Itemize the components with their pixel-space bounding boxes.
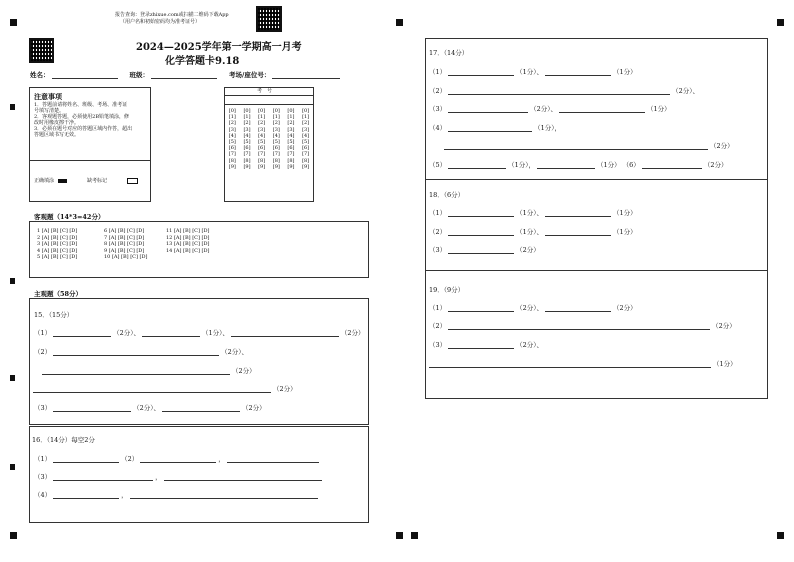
choice-row[interactable]: 14 [A] [B] [C] [D] (166, 247, 210, 254)
answer-blank[interactable] (545, 303, 611, 312)
report-line-1: 报告查询：登录zhixue.com或扫描二维码下载App (115, 12, 229, 18)
exam-digit-bubble[interactable]: [6] (287, 145, 295, 152)
correct-fill-label: 正确填涂 (34, 178, 55, 184)
answer-blank[interactable] (227, 454, 319, 463)
exam-digit-bubble[interactable]: [9] (258, 163, 266, 170)
position-mark (10, 464, 15, 470)
choice-row[interactable]: 8 [A] [B] [C] [D] (104, 241, 145, 248)
objective-column-1 (37, 228, 77, 261)
exam-digit-bubble[interactable]: [5] (302, 139, 310, 146)
choice-row[interactable]: 5 [A] [B] [C] [D] (37, 254, 78, 261)
correct-fill-icon (58, 179, 67, 183)
answer-blank[interactable] (53, 490, 119, 499)
exam-digit-bubble[interactable]: [8] (287, 157, 295, 164)
q18-title: 18．（6分） (429, 191, 465, 199)
q15-line-4: （2分） (33, 384, 297, 393)
objective-column-3 (166, 228, 209, 254)
exam-digit-bubble[interactable]: [6] (258, 145, 266, 152)
name-field[interactable] (52, 70, 118, 79)
answer-blank[interactable] (448, 303, 514, 312)
position-mark (10, 375, 15, 381)
answer-blank[interactable] (429, 359, 711, 368)
exam-digit-bubble[interactable]: [5] (243, 139, 251, 146)
exam-digit-bubble[interactable]: [4] (243, 132, 251, 139)
exam-digit-bubble[interactable]: [1] (302, 114, 310, 121)
answer-blank[interactable] (53, 472, 153, 481)
exam-digit-bubble[interactable]: [4] (258, 132, 266, 139)
name-label: 姓名： (30, 71, 50, 79)
q17-line-2: （2） （2分）、 (429, 87, 700, 95)
exam-digit-bubble[interactable]: [6] (272, 145, 280, 152)
exam-number-title: 考 号 (257, 88, 273, 94)
exam-digit-column (287, 108, 294, 170)
exam-digit-bubble[interactable]: [2] (258, 120, 266, 127)
class-label: 班级： (129, 71, 149, 79)
answer-blank[interactable] (130, 490, 318, 499)
notes-title: 注意事项 (34, 92, 62, 101)
answer-blank[interactable] (142, 328, 200, 337)
exam-digit-bubble[interactable]: [4] (272, 132, 280, 139)
missing-mark-checkbox[interactable] (127, 178, 138, 184)
position-mark (10, 19, 17, 26)
exam-digit-bubble[interactable]: [0] (287, 108, 295, 114)
exam-digit-bubble[interactable]: [3] (287, 126, 295, 133)
missing-mark-label: 缺考标记 (87, 178, 108, 184)
choice-row[interactable]: 9 [A] [B] [C] [D] (104, 247, 145, 254)
exam-digit-bubble[interactable]: [8] (258, 157, 266, 164)
exam-digit-bubble[interactable]: [0] (258, 108, 266, 114)
q19-line-1: （1） （2分）、 （2分） (429, 304, 637, 312)
q15-line-1: （1） （2分）、 （1分）、 （2分） (34, 329, 365, 337)
answer-blank[interactable] (448, 104, 528, 113)
q17-line-5: （2分） (444, 141, 734, 150)
choice-row[interactable]: 6 [A] [B] [C] [D] (104, 228, 145, 234)
q15-title: 15．（15分） (34, 311, 74, 319)
q19-line-4: （1分） (429, 359, 737, 368)
answer-blank[interactable] (448, 208, 514, 217)
choice-row[interactable]: 10 [A] [B] [C] [D] (104, 254, 148, 261)
position-mark (396, 19, 403, 26)
legend-row (34, 178, 138, 184)
room-label: 考场/座位号： (229, 71, 271, 79)
exam-digit-bubble[interactable]: [2] (228, 120, 236, 127)
answer-blank[interactable] (448, 86, 670, 95)
position-mark (10, 278, 15, 284)
subjective-title: 主观题（58分） (34, 290, 83, 298)
exam-digit-bubble[interactable]: [3] (243, 126, 251, 133)
exam-digit-bubble[interactable]: [1] (228, 114, 236, 121)
exam-digit-bubble[interactable]: [1] (287, 114, 295, 121)
exam-digit-bubble[interactable]: [3] (228, 126, 236, 133)
q15-line-2: （2） （2分）、 (34, 348, 249, 356)
choice-row[interactable]: 12 [A] [B] [C] [D] (166, 234, 210, 241)
exam-digit-bubble[interactable]: [5] (228, 139, 236, 146)
position-mark (10, 104, 15, 110)
answer-blank[interactable] (444, 141, 708, 150)
q18-box (425, 179, 768, 271)
exam-digit-bubble[interactable]: [8] (302, 157, 310, 164)
q17-line-4: （4） （1分）， (429, 124, 562, 132)
exam-digit-bubble[interactable]: [9] (287, 163, 295, 170)
answer-blank[interactable] (164, 472, 322, 481)
answer-blank[interactable] (545, 227, 611, 236)
exam-digit-bubble[interactable]: [0] (302, 108, 310, 114)
room-field[interactable] (272, 70, 340, 79)
exam-digit-bubble[interactable]: [8] (243, 157, 251, 164)
exam-digit-bubble[interactable]: [9] (302, 163, 310, 170)
answer-blank[interactable] (231, 328, 339, 337)
position-mark (396, 532, 403, 539)
choice-row[interactable]: 11 [A] [B] [C] [D] (166, 228, 210, 234)
exam-digit-bubble[interactable]: [3] (272, 126, 280, 133)
q15-line-5: （3） （2分）、 （2分） (34, 404, 266, 412)
answer-blank[interactable] (53, 403, 131, 412)
q15-line-3: （2分） (42, 366, 256, 375)
qr-code-icon (256, 6, 282, 32)
exam-digit-bubble[interactable]: [3] (302, 126, 310, 133)
answer-blank[interactable] (642, 160, 702, 169)
answer-blank[interactable] (53, 347, 219, 356)
choice-row[interactable]: 2 [A] [B] [C] [D] (37, 234, 78, 241)
exam-digit-bubble[interactable]: [8] (228, 157, 236, 164)
answer-blank[interactable] (140, 454, 216, 463)
answer-blank[interactable] (448, 245, 514, 254)
exam-digit-bubble[interactable]: [7] (258, 151, 266, 158)
q18-line-1: （1） （1分）、 （1分） (429, 209, 637, 217)
q19-line-2: （2） （2分） (429, 322, 736, 330)
exam-digit-bubble[interactable]: [2] (272, 120, 280, 127)
exam-digit-bubble[interactable]: [4] (228, 132, 236, 139)
student-info-row (30, 70, 340, 79)
answer-blank[interactable] (53, 328, 111, 337)
choice-row[interactable]: 4 [A] [B] [C] [D] (37, 247, 78, 254)
position-mark (10, 532, 17, 539)
answer-blank[interactable] (448, 123, 532, 132)
q18-line-2: （2） （1分）、 （1分） (429, 228, 637, 236)
answer-blank[interactable] (33, 384, 271, 393)
answer-blank[interactable] (42, 366, 230, 375)
exam-digit-column (273, 108, 280, 170)
choice-row[interactable]: 7 [A] [B] [C] [D] (104, 234, 145, 241)
choice-row[interactable]: 13 [A] [B] [C] [D] (166, 241, 210, 248)
exam-digit-bubble[interactable]: [9] (228, 163, 236, 170)
report-line-2: （用户名和初始密码均为准考证号） (120, 19, 201, 25)
exam-digit-bubble[interactable]: [2] (243, 120, 251, 127)
exam-digit-bubble[interactable]: [0] (272, 108, 280, 114)
q17-line-6: （5） （1分）， （1分） （6） （2分） (429, 161, 728, 169)
exam-digit-column (243, 108, 250, 170)
exam-number-columns (225, 108, 313, 170)
exam-digit-bubble[interactable]: [0] (228, 108, 236, 114)
exam-digit-bubble[interactable]: [7] (272, 151, 280, 158)
exam-digit-bubble[interactable]: [3] (258, 126, 266, 133)
exam-digit-bubble[interactable]: [4] (302, 132, 310, 139)
exam-digit-bubble[interactable]: [1] (272, 114, 280, 121)
answer-blank[interactable] (448, 160, 506, 169)
exam-digit-column (258, 108, 265, 170)
exam-digit-bubble[interactable]: [5] (258, 139, 266, 146)
exam-digit-bubble[interactable]: [6] (243, 145, 251, 152)
q18-line-3: （3） （2分） (429, 246, 540, 254)
q16-line-1: （1） （2） ， (34, 454, 319, 463)
exam-digit-bubble[interactable]: [0] (243, 108, 251, 114)
exam-digit-column (229, 108, 236, 170)
objective-title: 客观题（14*3=42分） (34, 213, 105, 221)
exam-digit-bubble[interactable]: [7] (243, 151, 251, 158)
exam-digit-bubble[interactable]: [7] (287, 151, 295, 158)
answer-blank[interactable] (448, 67, 514, 76)
objective-column-2 (104, 228, 147, 261)
answer-blank[interactable] (545, 208, 611, 217)
answer-blank[interactable] (448, 340, 514, 349)
q19-line-3: （3） （2分）、 (429, 341, 544, 349)
q19-title: 19．（9分） (429, 286, 465, 294)
answer-blank[interactable] (448, 321, 710, 330)
answer-blank[interactable] (53, 454, 119, 463)
q17-title: 17．（14分） (429, 49, 469, 57)
answer-blank[interactable] (545, 67, 611, 76)
q16-line-2: （3） ， (34, 472, 322, 481)
answer-blank[interactable] (537, 160, 595, 169)
exam-digit-bubble[interactable]: [5] (287, 139, 295, 146)
exam-digit-bubble[interactable]: [8] (272, 157, 280, 164)
position-mark (411, 532, 418, 539)
q17-line-1: （1） （1分）、 （1分） (429, 68, 637, 76)
q16-title: 16．（14分）每空2分 (32, 436, 95, 444)
exam-digit-bubble[interactable]: [7] (228, 151, 236, 158)
exam-digit-bubble[interactable]: [2] (287, 120, 295, 127)
exam-digit-bubble[interactable]: [7] (302, 151, 310, 158)
exam-digit-bubble[interactable]: [2] (302, 120, 310, 127)
q19-box (425, 270, 768, 399)
notes-text: 1．答题前请将姓名、班级、考场、准考证 号填写清楚。 2．客观题答题，必须使用2B铅笔填涂，修 改时用橡皮擦干净。 3．必须在题号对应的答题区域内作答，超出 答题区域书写无效。 (34, 102, 133, 138)
exam-digit-column (302, 108, 309, 170)
q16-line-3: （4） ， (34, 490, 318, 499)
exam-digit-bubble[interactable]: [6] (302, 145, 310, 152)
qr-code-icon (29, 38, 54, 63)
class-field[interactable] (151, 70, 217, 79)
answer-blank[interactable] (162, 403, 240, 412)
exam-digit-bubble[interactable]: [1] (258, 114, 266, 121)
exam-digit-bubble[interactable]: [1] (243, 114, 251, 121)
choice-row[interactable]: 3 [A] [B] [C] [D] (37, 241, 78, 248)
choice-row[interactable]: 1 [A] [B] [C] [D] (37, 228, 78, 234)
exam-digit-bubble[interactable]: [5] (272, 139, 280, 146)
position-mark (777, 19, 784, 26)
page-subtitle: 化学答题卡9.18 (165, 56, 240, 67)
exam-digit-bubble[interactable]: [9] (243, 163, 251, 170)
exam-digit-bubble[interactable]: [4] (287, 132, 295, 139)
page-title: 2024—2025学年第一学期高一月考 (136, 42, 302, 53)
exam-digit-bubble[interactable]: [9] (272, 163, 280, 170)
position-mark (777, 532, 784, 539)
q17-line-3: （3） （2分）、 （1分） (429, 105, 671, 113)
exam-digit-bubble[interactable]: [6] (228, 145, 236, 152)
answer-blank[interactable] (559, 104, 645, 113)
answer-blank[interactable] (448, 227, 514, 236)
